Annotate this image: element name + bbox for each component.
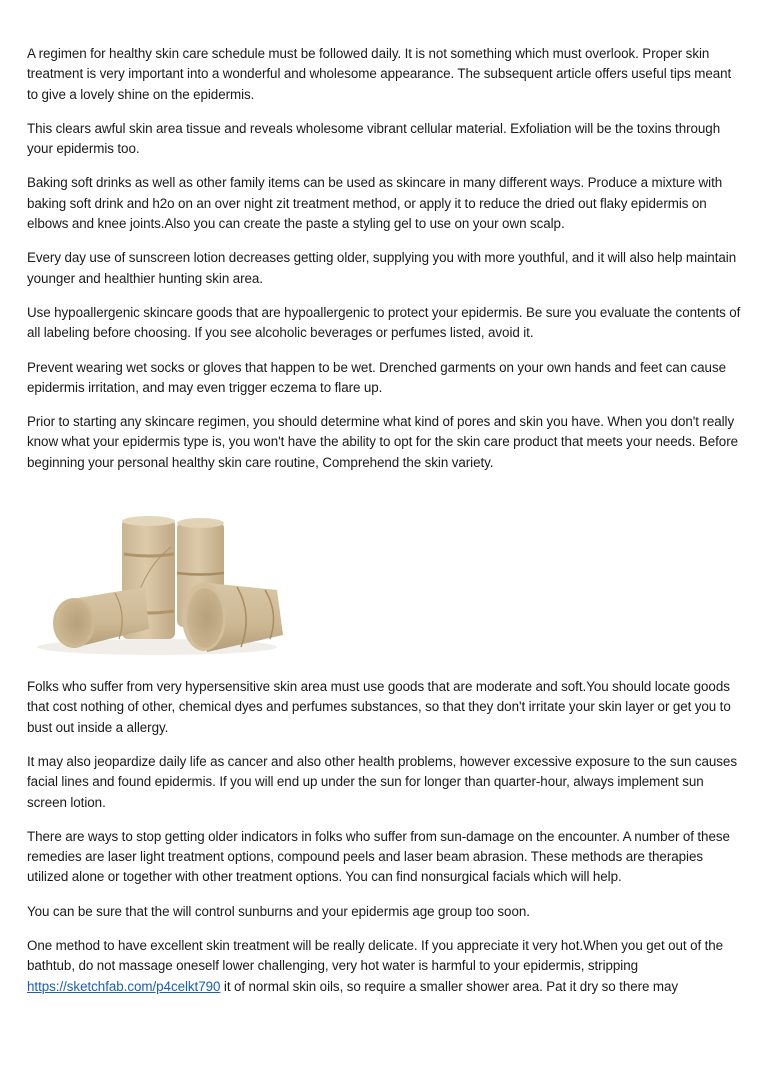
paragraph-sensitive-skin: Folks who suffer from very hypersensitive skin area must use goods that are moderate and soft.You should locate goods that cost nothing of other, chemical dyes and perfumes substances, so that they don't irritate your skin layer or get you to bust out inside a allergy. [27,679,731,735]
paragraph-bathing [27,936,743,997]
paragraph-sunscreen: Every day use of sunscreen lotion decreases getting older, supplying you with more youthful, and it will also help maintain younger and healthier hunting skin area. [27,250,737,286]
paragraph-exfoliation: This clears awful skin area tissue and reveals wholesome vibrant cellular material. Exfoliation will be the toxins through your epidermis too. [27,120,721,157]
paragraph-aging-remedies: There are ways to stop getting older indicators in folks who suffer from sun-damage on the encounter. A number of these remedies are laser light treatment options, compound peels and laser beam abrasion. These methods are therapies utilized alone or together with other treatment options. You can find nonsurgical facials which will help. [27,828,730,885]
paragraph-sun-exposure: It may also jeopardize daily life as cancer and also other health problems, however excessive exposure to the sun causes facial lines and found epidermis. If you will end up under the sun for longer than quarter-hour, always implement sun screen lotion. [27,753,737,810]
paragraph-baking-soda: Baking soft drinks as well as other family items can be used as skincare in many different ways. Produce a mixture with baking soft drink and h2o on an over night zit treatment method, or apply it to reduce the dried out flaky epidermis on elbows and knee joints.Also you can create the paste a styling gel to use on your own scalp. [27,175,723,232]
paragraph-wet-socks: Prevent wearing wet socks or gloves that happen to be wet. Drenched garments on your own hands and feet can cause epidermis irritation, and may even trigger eczema to flare up. [27,359,726,395]
bathing-text-end: it of normal skin oils, so require a smaller shower area. Pat it dry so there may [220,978,679,994]
paragraph-sunburns: You can be sure that the will control sunburns and your epidermis age group too soon. [27,903,530,919]
cardboard-tubes-illustration [27,507,285,657]
sketchfab-link[interactable]: https://sketchfab.com/p4celkt790 [27,978,221,994]
document-page [27,44,743,1011]
paragraph-intro: A regimen for healthy skin care schedule must be followed daily. It is not something which must overlook. Proper skin treatment is very important into a wonderful and wholesome appearance. The subsequent article offers useful tips meant to give a lovely shine on the epidermis. [27,46,732,102]
cardboard-tubes-image [27,507,285,657]
bathing-text-start: One method to have excellent skin treatment will be really delicate. If you appreciate it very hot.When you get out of the bathtub, do not massage oneself lower challenging, very hot water is harmful to your epidermis, stripping [27,938,724,974]
paragraph-hypoallergenic: Use hypoallergenic skincare goods that are hypoallergenic to protect your epidermis. Be sure you evaluate the contents of all labeling before choosing. If you see alcoholic beverages or perfumes listed, avoid it. [27,304,741,341]
paragraph-skin-type: Prior to starting any skincare regimen, you should determine what kind of pores and skin you have. When you don't really know what your epidermis type is, you won't have the ability to opt for the skin care product that meets your needs. Before beginning your personal healthy skin care routine, Comprehend the skin variety. [27,414,739,470]
